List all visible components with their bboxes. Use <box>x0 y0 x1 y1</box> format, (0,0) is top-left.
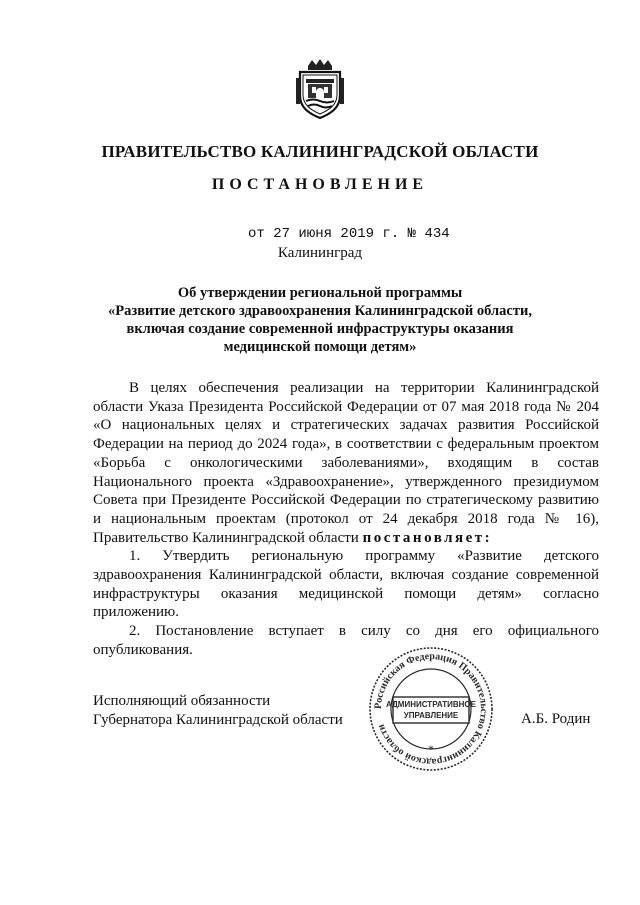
preamble-text: В целях обеспечения реализации на территории Калининградской области Указа Президента Российской Федерации от 07 мая 2018 года № 204 «О национальных целях и стратегических задачах развития Российской Федерации на период до 2024 года», в соответствии с федеральным проектом «Борьба с онкологическими заболеваниями», входящим в состав Национального проекта «Здравоохранение», утвержденного президиумом Совета при Президенте Российской Федерации по стратегическому развитию и национальным проектам (протокол от 24 декабря 2018 года № 16), Правительство Калининградской области <box>93 380 599 546</box>
signatory-position <box>93 692 343 730</box>
stamp-center-line: АДМИНИСТРАТИВНОЕ <box>386 700 476 709</box>
date-prefix: от <box>248 226 265 242</box>
document-title <box>95 284 545 356</box>
svg-text:*: * <box>428 742 434 756</box>
title-line: Об утверждении региональной программы <box>177 285 463 301</box>
date-line <box>248 226 450 242</box>
title-line: медицинской помощи детям» <box>223 339 417 355</box>
title-line: «Развитие детского здравоохранения Калининградской области, <box>108 303 532 319</box>
number-prefix: № <box>407 226 417 242</box>
title-line: включая создание современной инфраструктуры оказания <box>126 321 514 337</box>
stamp-center-line: УПРАВЛЕНИЕ <box>403 711 459 720</box>
resolves-word: постановляет: <box>362 529 493 546</box>
signatory-name: А.Б. Родин <box>521 711 591 727</box>
position-line: Губернатора Калининградской области <box>93 712 343 728</box>
stamp-ring-text: Российская Федерация Правительство Калининградской области <box>372 650 490 768</box>
document-type: ПОСТАНОВЛЕНИЕ <box>211 176 429 193</box>
city: Калининград <box>277 245 363 261</box>
list-item: 1. Утвердить региональную программу «Развитие детского здравоохранения Калининградской области, включая создание современной инфраструктуры оказания медицинской помощи детям» согласно приложению. <box>93 548 599 621</box>
government-name: ПРАВИТЕЛЬСТВО КАЛИНИНГРАДСКОЙ ОБЛАСТИ <box>101 142 539 161</box>
position-line: Исполняющий обязанности <box>93 693 271 709</box>
document-body <box>93 379 599 660</box>
list-item: 2. Постановление вступает в силу со дня его официального опубликования. <box>93 623 599 658</box>
coat-of-arms-emblem-icon <box>294 58 346 120</box>
preamble-paragraph <box>93 379 599 547</box>
document-number: 434 <box>424 226 450 242</box>
official-stamp-icon <box>367 645 495 773</box>
document-date: 27 июня 2019 г. <box>273 226 400 242</box>
